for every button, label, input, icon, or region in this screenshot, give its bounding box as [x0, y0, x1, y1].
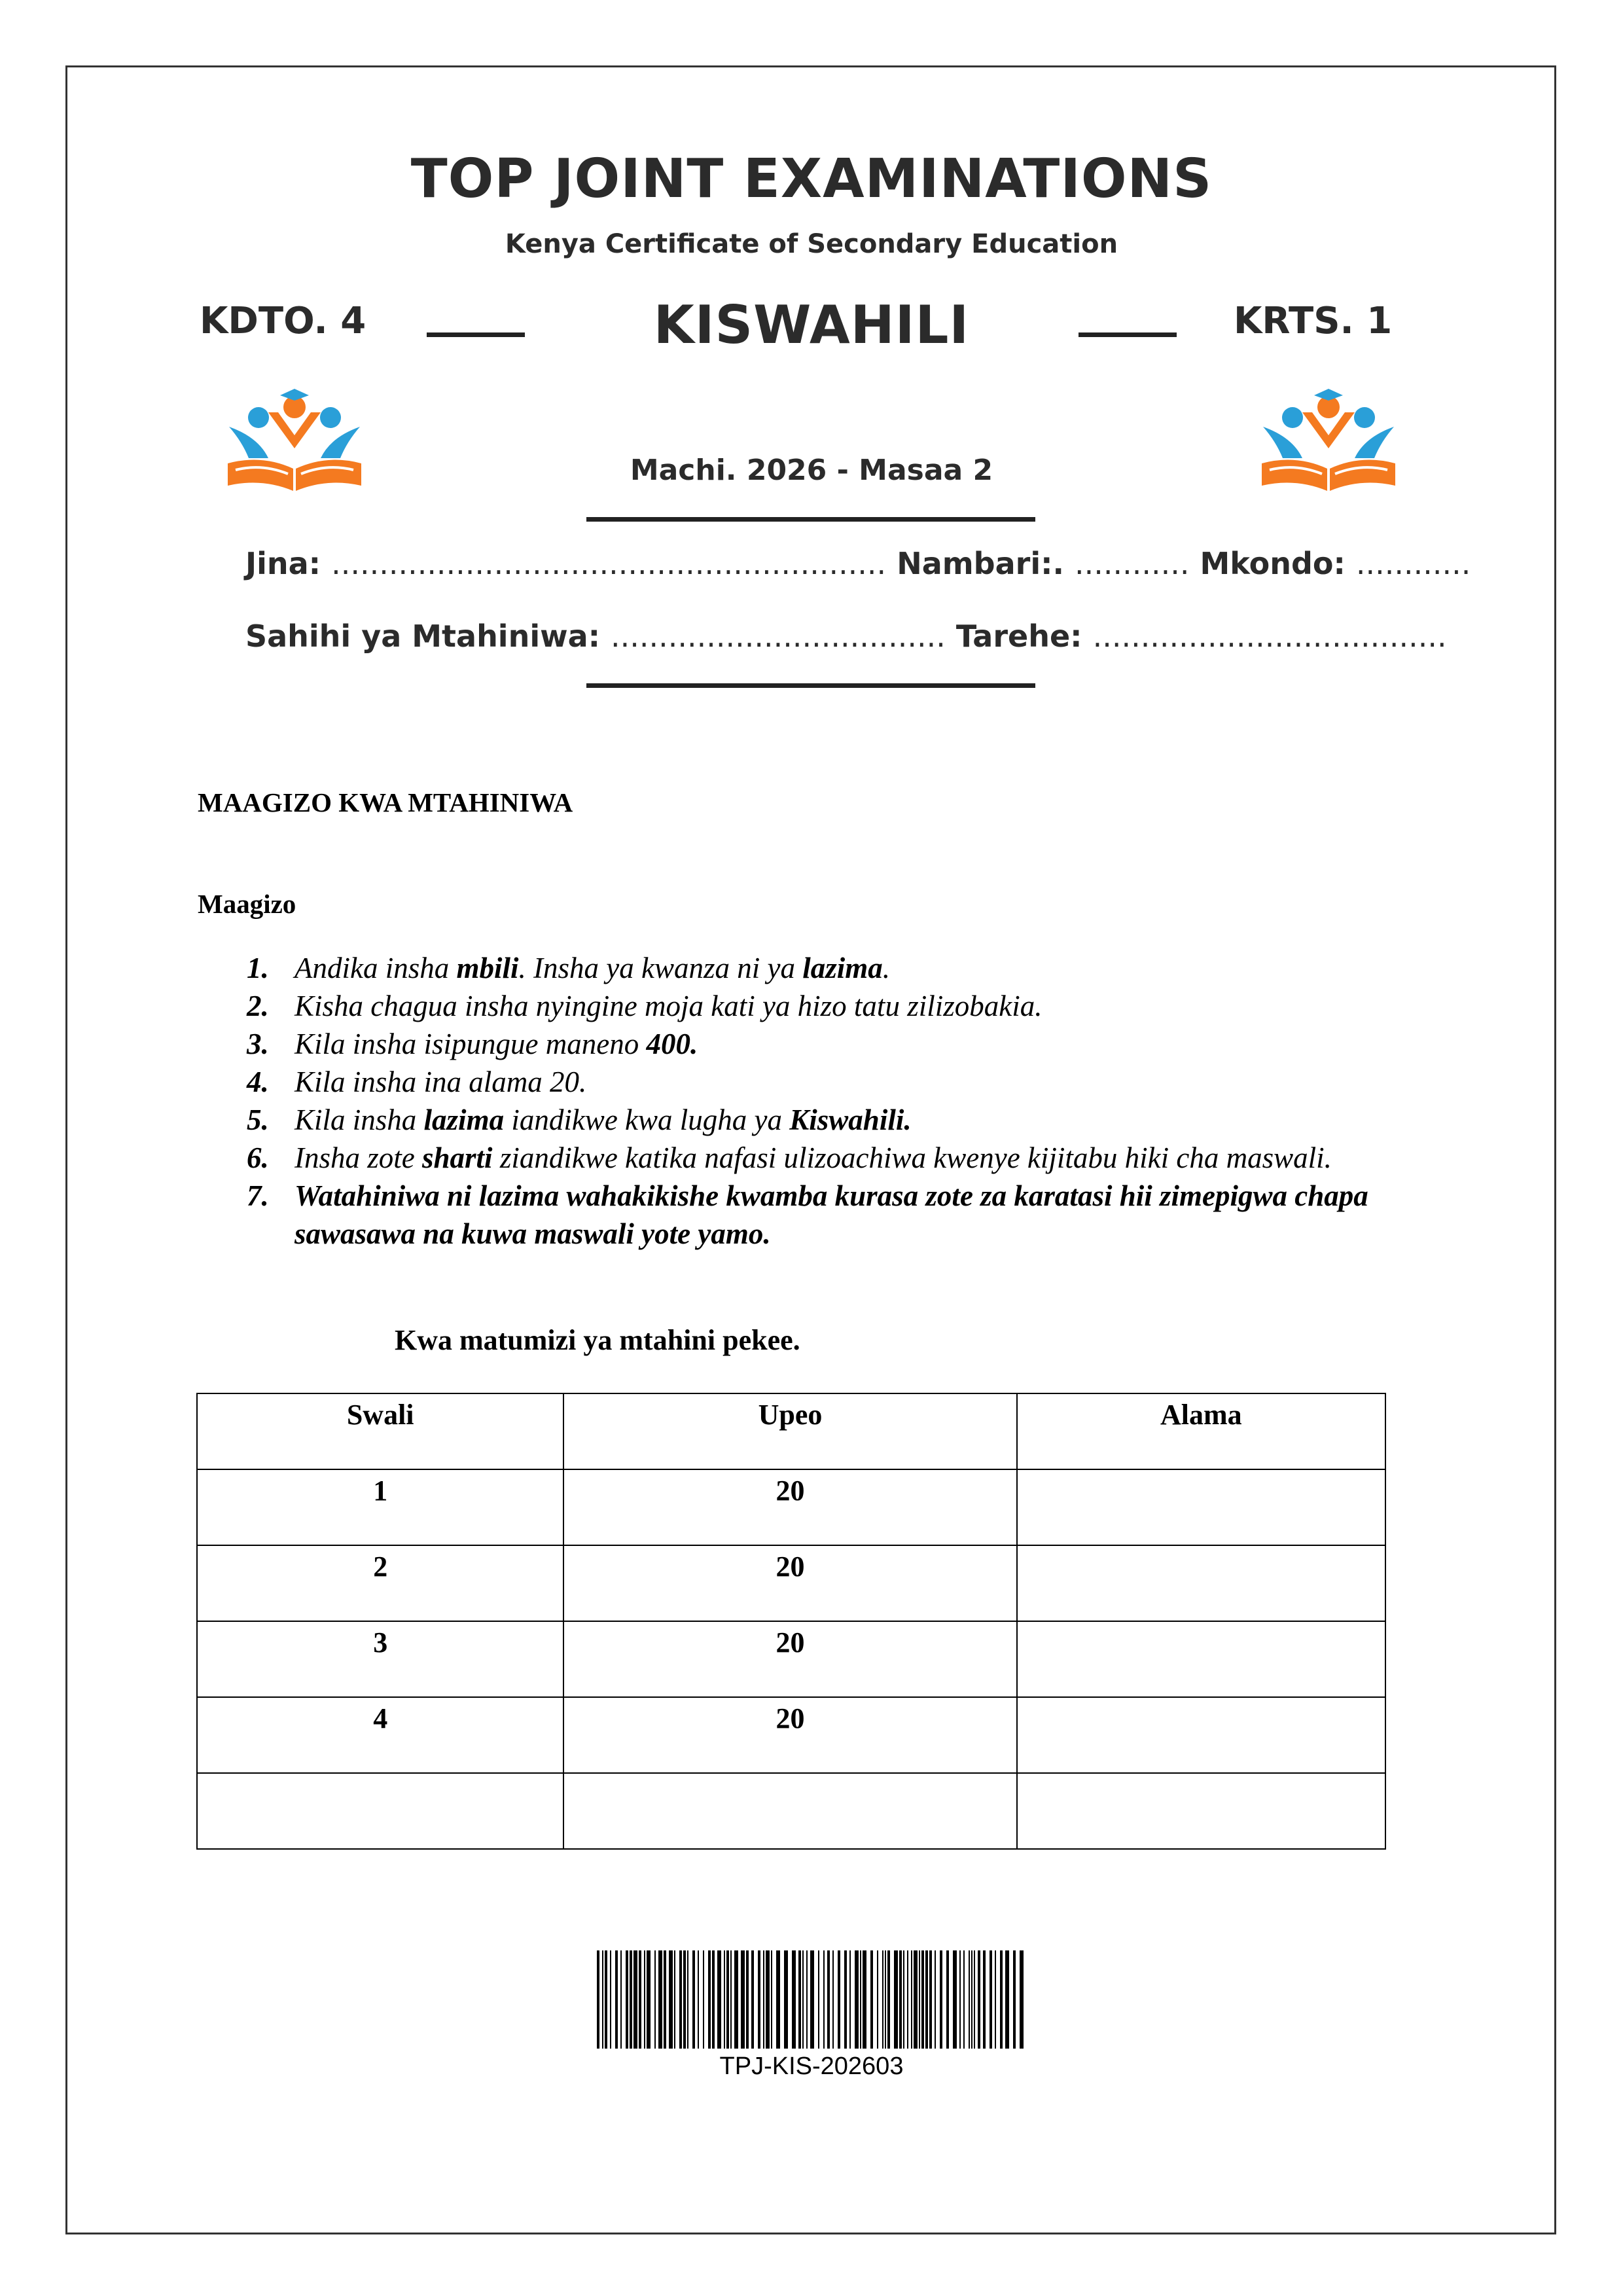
instructions-list	[198, 949, 1441, 1253]
header-dash-right	[1079, 332, 1177, 337]
barcode-bar	[983, 1950, 986, 2049]
barcode-bar	[929, 1950, 932, 2049]
barcode-bar	[899, 1950, 902, 2049]
barcode-bar	[818, 1950, 819, 2049]
instruction-text: lazima	[802, 952, 883, 984]
barcode-bar	[894, 1950, 898, 2049]
barcode-bar	[969, 1950, 970, 2049]
total-label-cell	[197, 1773, 563, 1849]
barcode-bar	[1000, 1950, 1003, 2049]
barcode-bar	[914, 1950, 918, 2049]
subject-title: KISWAHILI	[653, 295, 970, 355]
form-label: KDTO. 4	[200, 300, 366, 342]
barcode-bar	[703, 1950, 704, 2049]
barcode-bar	[674, 1950, 675, 2049]
barcode-bar	[925, 1950, 928, 2049]
instruction-number: 4.	[247, 1066, 269, 1098]
barcode-bar	[877, 1950, 878, 2049]
total-score-cell[interactable]	[1017, 1773, 1385, 1849]
table-row	[197, 1621, 1385, 1697]
barcode-bar	[644, 1950, 645, 2049]
barcode-bar	[882, 1950, 883, 2049]
barcode-bar	[712, 1950, 715, 2049]
barcode-bar	[683, 1950, 686, 2049]
max-score-cell: 20	[563, 1545, 1016, 1621]
barcode-bar	[959, 1950, 961, 2049]
barcode-bar	[763, 1950, 764, 2049]
barcode-bar	[776, 1950, 780, 2049]
instruction-item	[198, 1063, 1441, 1101]
barcode-bar	[639, 1950, 641, 2049]
total-max-cell	[563, 1773, 1016, 1849]
instructions-heading: MAAGIZO KWA MTAHINIWA	[198, 787, 573, 817]
max-score-cell: 20	[563, 1697, 1016, 1773]
barcode-bar	[990, 1950, 992, 2049]
instruction-item	[198, 1101, 1441, 1139]
barcode-bar	[664, 1950, 666, 2049]
instruction-text: sharti	[422, 1141, 493, 1174]
barcode	[597, 1950, 1026, 2049]
candidate-fields-row-2	[245, 619, 1447, 654]
barcode-bar	[647, 1950, 651, 2049]
stream-label: Mkondo:	[1200, 546, 1346, 581]
instruction-text: mbili	[456, 952, 519, 984]
barcode-bar	[1005, 1950, 1009, 2049]
max-score-cell: 20	[563, 1469, 1016, 1545]
barcode-bar	[730, 1950, 732, 2049]
exam-session: Machi. 2026 - Masaa 2	[630, 454, 993, 487]
exam-title: TOP JOINT EXAMINATIONS	[410, 148, 1213, 210]
instruction-text: Kila insha ina alama 20.	[294, 1066, 587, 1098]
barcode-bar	[717, 1950, 721, 2049]
score-cell[interactable]	[1017, 1697, 1385, 1773]
barcode-bar	[726, 1950, 729, 2049]
barcode-bar	[935, 1950, 936, 2049]
barcode-bar	[597, 1950, 599, 2049]
barcode-bar	[849, 1950, 851, 2049]
barcode-bar	[940, 1950, 942, 2049]
header-rule-top	[586, 517, 1035, 522]
barcode-bar	[602, 1950, 603, 2049]
barcode-bar	[963, 1950, 965, 2049]
barcode-bar	[615, 1950, 618, 2049]
instruction-text: 400.	[646, 1028, 698, 1060]
barcode-bar	[758, 1950, 760, 2049]
instruction-number: 2.	[247, 990, 269, 1022]
question-cell: 4	[197, 1697, 563, 1773]
column-header: Upeo	[563, 1393, 1016, 1469]
barcode-bar	[626, 1950, 628, 2049]
barcode-bar	[887, 1950, 890, 2049]
instruction-text: Andika insha	[294, 952, 457, 984]
instruction-text: . Insha ya kwanza ni ya	[518, 952, 803, 984]
barcode-bar	[860, 1950, 861, 2049]
question-cell: 3	[197, 1621, 563, 1697]
instruction-item	[198, 1025, 1441, 1063]
barcode-bar	[946, 1950, 949, 2049]
barcode-bar	[630, 1950, 632, 2049]
instruction-text: Kila insha isipungue maneno	[294, 1028, 647, 1060]
barcode-bar	[798, 1950, 801, 2049]
header-rule-bottom	[586, 683, 1035, 688]
barcode-bar	[919, 1950, 920, 2049]
instruction-item	[198, 987, 1441, 1025]
barcode-text: TPJ-KIS-202603	[719, 2053, 904, 2080]
question-cell: 2	[197, 1545, 563, 1621]
barcode-bar	[844, 1950, 847, 2049]
question-cell: 1	[197, 1469, 563, 1545]
score-cell[interactable]	[1017, 1621, 1385, 1697]
barcode-bar	[654, 1950, 656, 2049]
column-header: Alama	[1017, 1393, 1385, 1469]
instruction-text: ziandikwe katika nafasi ulizoachiwa kwenye kijitabu hiki cha maswali.	[492, 1141, 1332, 1174]
score-cell[interactable]	[1017, 1469, 1385, 1545]
barcode-bar	[734, 1950, 738, 2049]
name-label: Jina:	[245, 546, 321, 581]
examiner-marks-table	[196, 1393, 1386, 1850]
barcode-bar	[827, 1950, 830, 2049]
barcode-bar	[687, 1950, 688, 2049]
barcode-bar	[907, 1950, 908, 2049]
barcode-bar	[784, 1950, 788, 2049]
column-header: Swali	[197, 1393, 563, 1469]
barcode-bar	[823, 1950, 825, 2049]
instruction-item	[198, 1177, 1441, 1253]
barcode-bar	[633, 1950, 637, 2049]
table-header-row	[197, 1393, 1385, 1469]
barcode-bar	[741, 1950, 745, 2049]
date-field[interactable]: .....................................	[1092, 619, 1447, 654]
barcode-bar	[885, 1950, 886, 2049]
score-cell[interactable]	[1017, 1545, 1385, 1621]
table-row	[197, 1773, 1385, 1849]
instruction-number: 3.	[247, 1028, 269, 1060]
barcode-bar	[855, 1950, 859, 2049]
instruction-item	[198, 1139, 1441, 1177]
barcode-bar	[802, 1950, 804, 2049]
name-field[interactable]: ..........................................................	[331, 546, 887, 581]
barcode-bar	[792, 1950, 796, 2049]
barcode-bar	[698, 1950, 699, 2049]
instruction-number: 5.	[247, 1103, 269, 1136]
barcode-bar	[953, 1950, 957, 2049]
barcode-bar	[1020, 1950, 1024, 2049]
signature-label: Sahihi ya Mtahiniwa:	[245, 619, 601, 654]
barcode-bar	[838, 1950, 840, 2049]
barcode-bar	[708, 1950, 711, 2049]
instruction-text: .	[882, 952, 890, 984]
barcode-bar	[746, 1950, 749, 2049]
number-label: Nambari:.	[897, 546, 1064, 581]
stream-field[interactable]: ............	[1355, 546, 1471, 581]
barcode-bar	[971, 1950, 972, 2049]
barcode-bar	[751, 1950, 754, 2049]
barcode-bar	[669, 1950, 673, 2049]
barcode-bar	[863, 1950, 866, 2049]
exam-subtitle: Kenya Certificate of Secondary Education	[505, 229, 1118, 259]
barcode-bar	[832, 1950, 834, 2049]
max-score-cell: 20	[563, 1621, 1016, 1697]
barcode-bar	[766, 1950, 770, 2049]
instruction-number: 7.	[247, 1179, 269, 1212]
barcode-bar	[903, 1950, 904, 2049]
instruction-number: 1.	[247, 952, 269, 984]
instruction-text: Kisha chagua insha nyingine moja kati ya hizo tatu zilizobakia.	[294, 990, 1043, 1022]
number-field[interactable]: ............	[1074, 546, 1190, 581]
instruction-text: Watahiniwa ni lazima wahakikishe kwamba kurasa zote za karatasi hii zimepigwa chapa sawasawa na kuwa maswali yote yamo.	[294, 1179, 1368, 1250]
barcode-bar	[974, 1950, 975, 2049]
barcode-bar	[692, 1950, 695, 2049]
table-row	[197, 1545, 1385, 1621]
barcode-bar	[870, 1950, 873, 2049]
table-row	[197, 1469, 1385, 1545]
barcode-bar	[810, 1950, 814, 2049]
instruction-text: Insha zote	[294, 1141, 422, 1174]
examiner-caption: Kwa matumizi ya mtahini pekee.	[395, 1324, 800, 1356]
instruction-text: lazima	[423, 1103, 505, 1136]
table-row	[197, 1697, 1385, 1773]
paper-label: KRTS. 1	[1234, 300, 1393, 342]
barcode-bar	[1013, 1950, 1016, 2049]
barcode-bar	[806, 1950, 808, 2049]
barcode-bar	[605, 1950, 607, 2049]
barcode-bar	[978, 1950, 980, 2049]
instruction-text: iandikwe kwa lugha ya	[504, 1103, 790, 1136]
instructions-subheading: Maagizo	[198, 889, 296, 919]
instruction-number: 6.	[247, 1141, 269, 1174]
date-label: Tarehe:	[955, 619, 1082, 654]
barcode-bar	[620, 1950, 622, 2049]
barcode-bar	[911, 1950, 912, 2049]
barcode-bar	[658, 1950, 662, 2049]
barcode-bar	[610, 1950, 611, 2049]
instruction-item	[198, 949, 1441, 987]
barcode-bar	[724, 1950, 725, 2049]
instruction-text: Kiswahili.	[789, 1103, 912, 1136]
signature-field[interactable]: ...................................	[611, 619, 946, 654]
candidate-fields-row-1	[245, 546, 1471, 581]
barcode-bar	[995, 1950, 996, 2049]
barcode-bar	[679, 1950, 682, 2049]
barcode-bar	[921, 1950, 924, 2049]
barcode-bar	[771, 1950, 772, 2049]
instruction-text: Kila insha	[294, 1103, 424, 1136]
